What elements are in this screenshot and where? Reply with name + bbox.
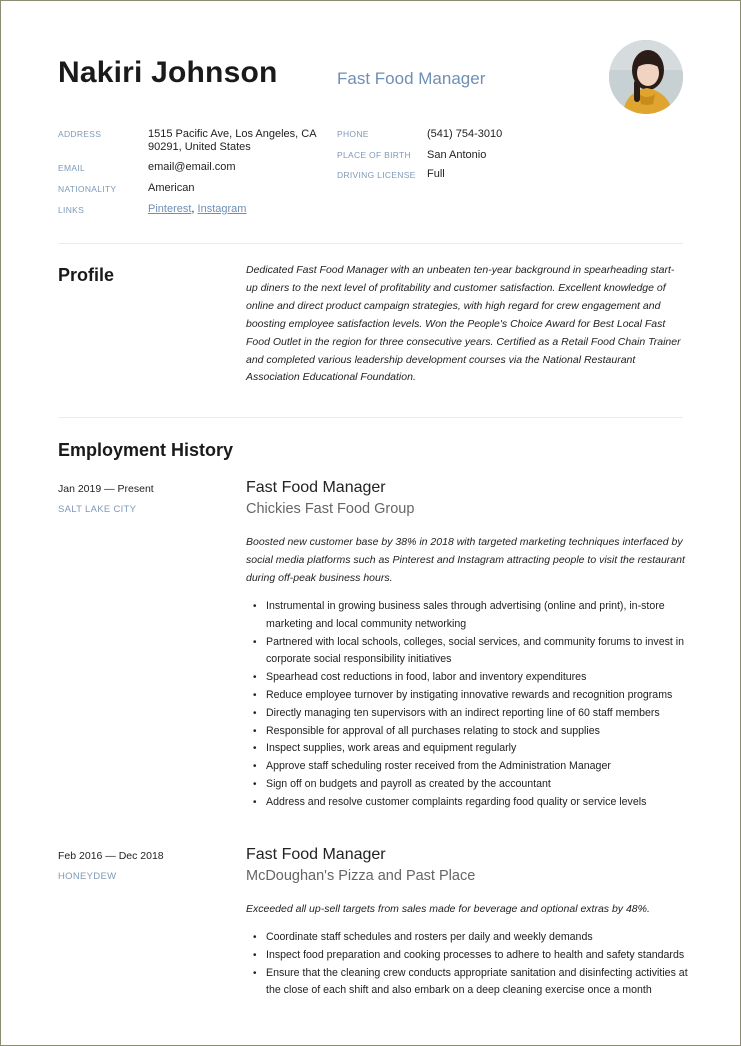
job-summary: Exceeded all up-sell targets from sales made for beverage and optional extras by 48%. [246, 903, 650, 915]
birth-label: PLACE OF BIRTH [337, 150, 411, 160]
bullet-icon: • [253, 725, 257, 737]
bullet-icon: • [253, 967, 257, 979]
list-item: • Partnered with local schools, colleges, social services, and community forums to invest in corporate social responsibility initiatives [253, 635, 685, 666]
divider [58, 417, 683, 418]
job-bullet-list [246, 929, 691, 1000]
bullet-icon: • [253, 636, 257, 648]
job-dates: Jan 2019 — Present [58, 483, 154, 495]
bullet-icon: • [253, 761, 257, 773]
job-location: HONEYDEW [58, 871, 117, 882]
bullet-icon: • [253, 743, 257, 755]
phone-value: (541) 754-3010 [427, 128, 503, 140]
list-item: • Inspect supplies, work areas and equipment regularly [246, 740, 691, 758]
nationality-value: American [148, 182, 195, 194]
list-item: • Spearhead cost reductions in food, labor and inventory expenditures [246, 669, 691, 687]
job-role: Fast Food Manager [246, 846, 386, 863]
address-line-1: 1515 Pacific Ave, Los Angeles, CA [148, 128, 317, 140]
job-role: Fast Food Manager [246, 479, 386, 496]
list-item: • Directly managing ten supervisors with an indirect reporting line of 60 staff members [246, 705, 691, 723]
job-summary: Boosted new customer base by 38% in 2018 with targeted marketing techniques interfaced by social media platforms such as Pinterest and Instagram attracting people to visit the restaurant during off-peak business hours. [246, 536, 685, 584]
list-item: • Address and resolve customer complaints regarding food quality or service levels [246, 794, 691, 812]
links-separator: , [191, 203, 198, 215]
job-dates: Feb 2016 — Dec 2018 [58, 850, 164, 862]
list-item: • Inspect food preparation and cooking processes to adhere to health and safety standards [246, 947, 691, 965]
profile-text: Dedicated Fast Food Manager with an unbeaten ten-year background in spearheading start-up diners to the next level of profitability and customer satisfaction. Excellent knowledge of online and direct product campaign strategies, with high regard for crew engagement and boosting employee satisfaction levels. Won the People's Choice Award for Best Local Fast Food Outlet in the region for three consecutive years. Certified as a Retail Food Chain Trainer and completed various leadership development courses via the National Restaurant Association Educational Foundation. [246, 264, 681, 384]
list-item: • Reduce employee turnover by instigating innovative rewards and recognition programs [246, 687, 691, 705]
phone-label: PHONE [337, 129, 369, 139]
license-label: DRIVING LICENSE [337, 170, 416, 180]
list-item: • Instrumental in growing business sales through advertising (online and print), in-store marketing and local community networking [253, 600, 665, 630]
candidate-title: Fast Food Manager [337, 69, 486, 88]
links-label: LINKS [58, 205, 85, 215]
divider [58, 243, 683, 244]
bullet-icon: • [253, 932, 257, 943]
address-line-2: 90291, United States [148, 141, 251, 153]
list-item: • Responsible for approval of all purchases relating to stock and supplies [246, 723, 691, 741]
list-item: • Sign off on budgets and payroll as created by the accountant [246, 776, 691, 794]
instagram-link[interactable]: Instagram [197, 203, 247, 215]
email-value: email@email.com [148, 161, 236, 173]
bullet-icon: • [253, 707, 257, 719]
employment-heading: Employment History [58, 440, 234, 460]
list-item: • Coordinate staff schedules and rosters per daily and weekly demands [246, 929, 691, 947]
bullet-icon: • [253, 778, 257, 790]
job-company: Chickies Fast Food Group [246, 501, 415, 517]
job-company: McDoughan's Pizza and Past Place [246, 868, 476, 884]
license-value: Full [427, 168, 445, 180]
email-label: EMAIL [58, 163, 86, 173]
links-value [148, 203, 246, 217]
job-location: SALT LAKE CITY [58, 504, 137, 515]
address-label: ADDRESS [58, 129, 102, 139]
bullet-icon: • [253, 601, 257, 612]
bullet-icon: • [253, 689, 257, 701]
person-photo-icon [609, 40, 683, 114]
candidate-name: Nakiri Johnson [58, 56, 278, 89]
nationality-label: NATIONALITY [58, 184, 117, 194]
profile-heading: Profile [58, 265, 115, 285]
bullet-icon: • [253, 796, 257, 808]
list-item: • Ensure that the cleaning crew conducts appropriate sanitation and disinfecting activities at the close of each shift and also embark on a deep cleaning exercise once a month [253, 966, 688, 997]
pinterest-link[interactable]: Pinterest [148, 203, 192, 215]
job-bullet-list [246, 598, 691, 812]
bullet-icon: • [253, 672, 257, 684]
birth-value: San Antonio [427, 149, 487, 161]
avatar [609, 40, 683, 114]
list-item: • Approve staff scheduling roster received from the Administration Manager [246, 758, 691, 776]
bullet-icon: • [253, 949, 257, 961]
